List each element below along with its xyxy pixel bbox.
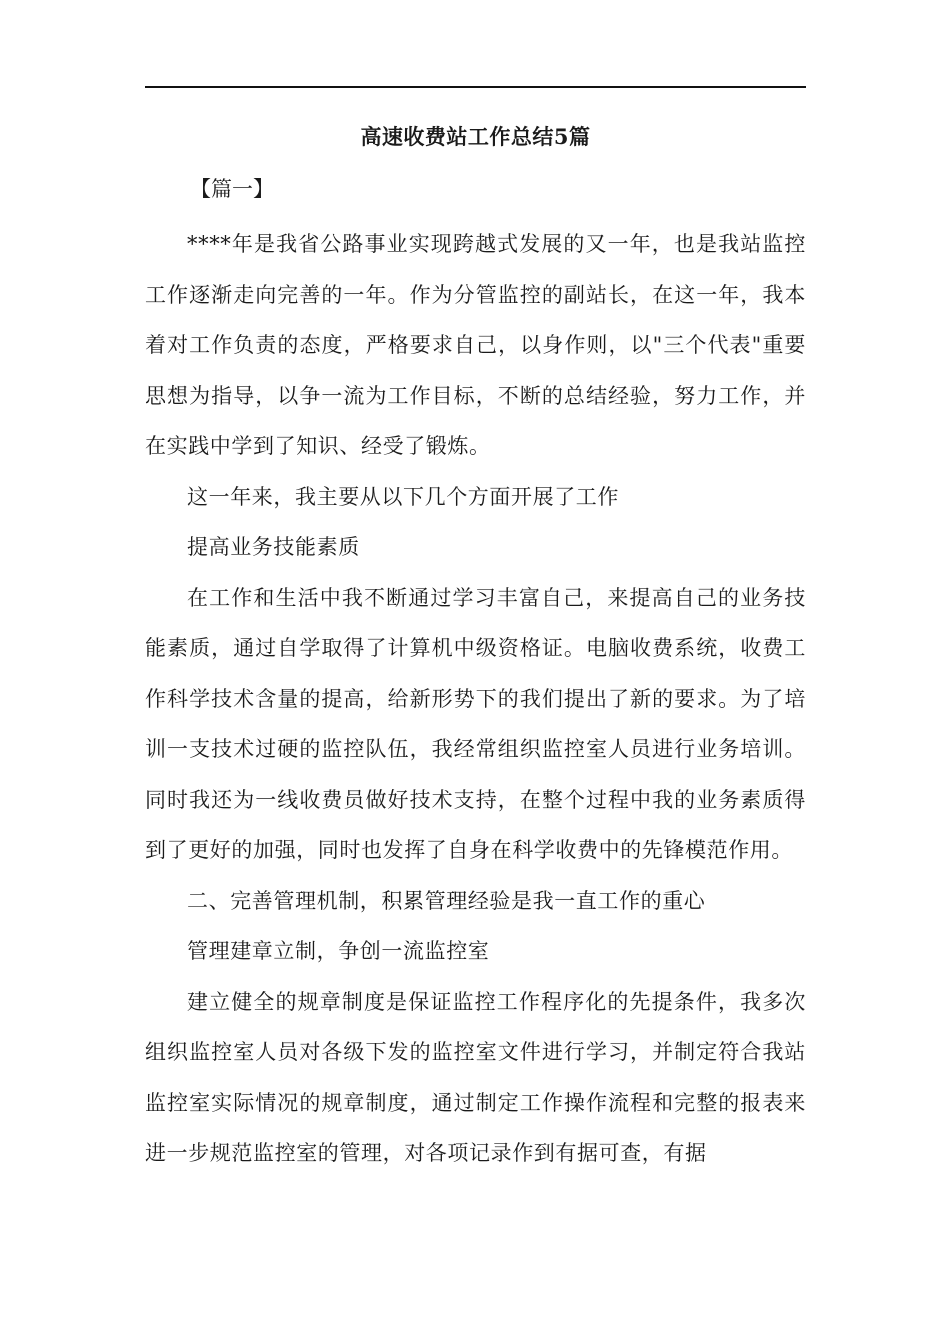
section-label: 【篇一】 <box>190 177 274 201</box>
subheading: 管理建章立制，争创一流监控室 <box>187 939 490 963</box>
paragraph: 在工作和生活中我不断通过学习丰富自己，来提高自己的业务技能素质，通过自学取得了计算机中级资格证。电脑收费系统，收费工作科学技术含量的提高，给新形势下的我们提出了新的要求。为了培训一支技术过硬的监控队伍，我经常组织监控室人员进行业务培训。同时我还为一线收费员做好技术支持，在整个过程中我的业务素质得到了更好的加强，同时也发挥了自身在科学收费中的先锋模范作用。 <box>145 585 806 862</box>
paragraph: ****年是我省公路事业实现跨越式发展的又一年，也是我站监控工作逐渐走向完善的一年。作为分管监控的副站长，在这一年，我本着对工作负责的态度，严格要求自己，以身作则，以"三个代表"重要思想为指导，以争一流为工作目标，不断的总结经验，努力工作，并在实践中学到了知识、经受了锻炼。 <box>145 232 806 458</box>
header-rule <box>145 86 806 88</box>
paragraph: 建立健全的规章制度是保证监控工作程序化的先提条件，我多次组织监控室人员对各级下发的监控室文件进行学习，并制定符合我站监控室实际情况的规章制度，通过制定工作操作流程和完整的报表来进一步规范监控室的管理，对各项记录作到有据可查，有据 <box>145 989 806 1165</box>
paragraph: 这一年来，我主要从以下几个方面开展了工作 <box>187 484 619 509</box>
document-body <box>145 219 806 1179</box>
document-title: 高速收费站工作总结5篇 <box>360 124 591 149</box>
subheading: 提高业务技能素质 <box>187 535 360 559</box>
subheading: 二、完善管理机制，积累管理经验是我一直工作的重心 <box>187 888 706 913</box>
